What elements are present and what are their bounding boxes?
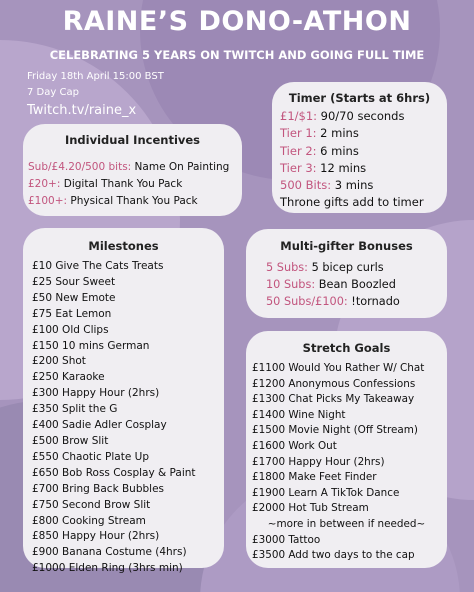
timer-item-value: 3 mins (331, 178, 374, 193)
milestone-item: £800 Cooking Stream (32, 514, 146, 527)
milestone-item: £350 Split the G (32, 403, 118, 416)
incentives-card (23, 124, 242, 216)
stretch-goal-item: £1800 Make Feet Finder (252, 471, 377, 484)
timer-card (272, 82, 447, 213)
multigifter-list (266, 259, 447, 310)
incentives-list (28, 159, 242, 210)
multigifter-item (266, 276, 447, 293)
milestone-item: £10 Give The Cats Treats (32, 260, 164, 272)
stretch-goal-item: £3500 Add two days to the cap (252, 549, 415, 562)
event-date: Friday 18th April 15:00 BST (27, 71, 164, 82)
timer-title: Timer (Starts at 6hrs) (288, 91, 431, 105)
milestone-item: £100 Old Clips (32, 323, 109, 336)
timer-item-key: Tier 1: (280, 126, 317, 141)
milestone-item: £900 Banana Costume (4hrs) (32, 546, 187, 559)
milestone-item: £25 Sour Sweet (32, 275, 116, 288)
milestone-item: £300 Happy Hour (2hrs) (32, 387, 160, 400)
milestones-card (23, 228, 224, 575)
stretch-goal-item: £3000 Tattoo (252, 533, 321, 546)
milestone-item: £550 Chaotic Plate Up (32, 450, 149, 463)
stretch-goal-item: £1200 Anonymous Confessions (252, 377, 416, 390)
twitch-link[interactable]: Twitch.tv/raine_x (27, 103, 137, 118)
milestone-item: £150 10 mins German (32, 339, 150, 352)
incentive-item-value: Physical Thank You Pack (67, 195, 198, 207)
stretch-goals-card (246, 331, 447, 568)
multigifter-item-value: Bean Boozled (315, 278, 396, 291)
incentives-title: Individual Incentives (64, 133, 201, 147)
multigifter-title: Multi-gifter Bonuses (280, 239, 413, 253)
timer-item-value: 6 mins (316, 143, 359, 158)
multigifter-item (266, 259, 447, 276)
incentive-item-key: Sub/£4.20/500 bits: (28, 161, 132, 173)
stretch-goal-item: £1700 Happy Hour (2hrs) (252, 455, 385, 468)
milestone-item: £50 New Emote (32, 291, 116, 304)
timer-item (280, 194, 447, 211)
stretch-goal-item: £1600 Work Out (252, 439, 337, 452)
stretch-goal-item: £1400 Wine Night (252, 408, 346, 421)
milestone-item: £700 Bring Back Bubbles (32, 482, 165, 495)
timer-item (280, 177, 447, 194)
stretch-goal-item: £1500 Movie Night (Off Stream) (252, 424, 418, 437)
multigifter-item-key: 50 Subs/£100: (266, 295, 348, 308)
timer-list (280, 108, 447, 212)
stretch-goal-item: £2000 Hot Tub Stream (252, 502, 369, 515)
stretch-goals-title: Stretch Goals (302, 341, 391, 355)
page-title: RAINE’S DONO-ATHON (62, 6, 412, 37)
incentive-item-value: Name On Painting (131, 161, 230, 173)
timer-item-value: Throne gifts add to timer (280, 195, 424, 210)
multigifter-item-value: 5 bicep curls (307, 261, 384, 274)
milestone-item: £200 Shot (32, 355, 86, 368)
incentive-item-value: Digital Thank You Pack (60, 178, 183, 190)
milestone-item: £400 Sadie Adler Cosplay (32, 419, 167, 432)
timer-item-value: 90/70 seconds (317, 109, 405, 123)
timer-item-value: 12 mins (316, 160, 367, 175)
timer-item-key: Tier 2: (280, 143, 317, 158)
incentive-item (28, 176, 242, 193)
event-cap: 7 Day Cap (27, 87, 79, 98)
stretch-goal-item: ~more in between if needed~ (267, 517, 426, 530)
milestone-item: £250 Karaoke (32, 371, 105, 384)
stretch-goals-list (252, 361, 447, 564)
milestones-title: Milestones (88, 239, 159, 253)
multigifter-item-key: 10 Subs: (266, 278, 316, 291)
page-subtitle: CELEBRATING 5 YEARS ON TWITCH AND GOING FULL TIME (49, 48, 425, 62)
timer-item-key: Tier 3: (280, 160, 317, 175)
timer-item-key: 500 Bits: (280, 178, 332, 193)
stretch-goal-item: £1900 Learn A TikTok Dance (252, 486, 400, 499)
timer-item-value: 2 mins (316, 126, 359, 141)
incentive-item (28, 193, 242, 210)
milestone-item: £850 Happy Hour (2hrs) (32, 530, 160, 543)
stretch-goal-item: £1300 Chat Picks My Takeaway (252, 393, 415, 406)
incentive-item-key: £20+: (28, 178, 61, 190)
milestones-list (32, 259, 224, 577)
multigifter-card (246, 229, 447, 318)
multigifter-item-key: 5 Subs: (266, 261, 308, 274)
milestone-item: £750 Second Brow Slit (32, 498, 151, 511)
timer-item (280, 160, 447, 177)
timer-item (280, 108, 447, 125)
timer-item (280, 143, 447, 160)
timer-item-key: £1/$1: (280, 109, 318, 123)
timer-item (280, 125, 447, 142)
multigifter-item-value: !tornado (347, 295, 400, 308)
milestone-item: £650 Bob Ross Cosplay & Paint (32, 466, 196, 479)
incentive-item-key: £100+: (28, 195, 68, 207)
milestone-item: £1000 Elden Ring (3hrs min) (32, 562, 183, 575)
multigifter-item (266, 293, 447, 310)
incentive-item (28, 159, 242, 176)
milestone-item: £75 Eat Lemon (32, 307, 112, 320)
milestone-item: £500 Brow Slit (32, 434, 109, 447)
stretch-goal-item: £1100 Would You Rather W/ Chat (252, 362, 425, 374)
